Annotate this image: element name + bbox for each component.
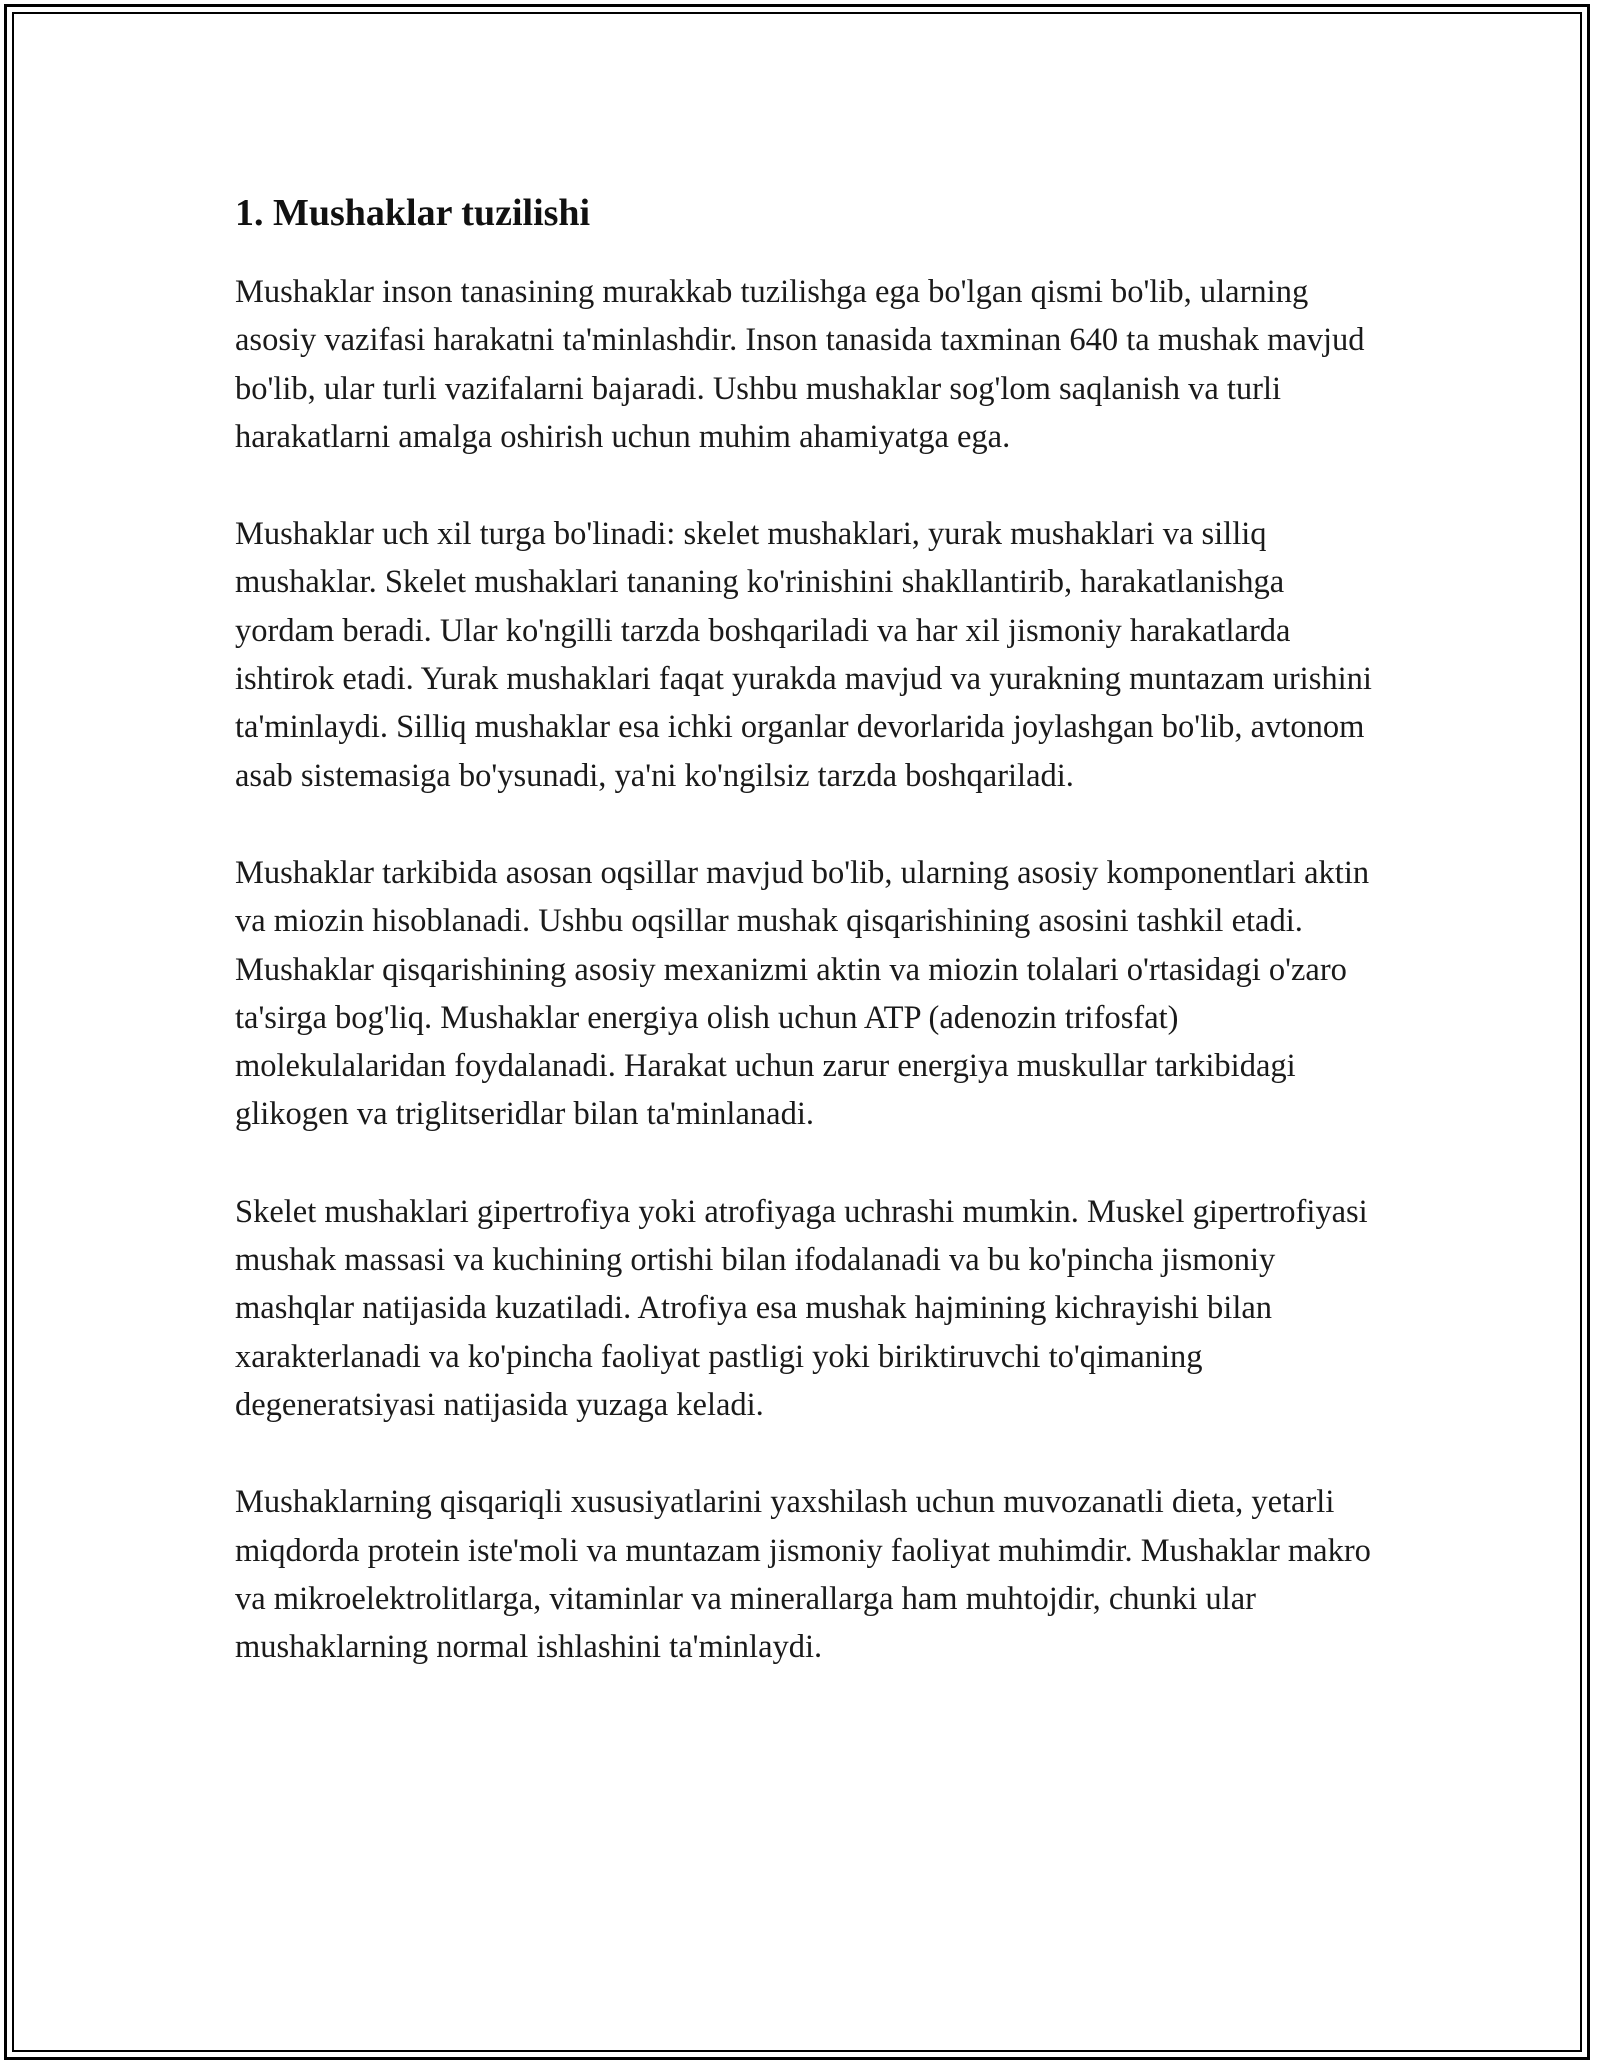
paragraph-proteins: Mushaklar tarkibida asosan oqsillar mavjud bo'lib, ularning asosiy komponentlari aktin va miozin hisoblanadi. Ushbu oqsillar mushak qisqarishining asosini tashkil etadi. Mushaklar qisqarishining asosiy mexanizmi aktin va miozin tolalari o'rtasidagi o'zaro ta'sirga bog'liq. Mushaklar energiya olish uchun ATP (adenozin trifosfat) molekulalaridan foydalanadi. Harakat uchun zarur energiya muskullar tarkibidagi glikogen va triglitseridlar bilan ta'minlanadi. <box>235 854 1370 1133</box>
paragraph-hypertrophy: Skelet mushaklari gipertrofiya yoki atrofiyaga uchrashi mumkin. Muskel gipertrofiyasi mushak massasi va kuchining ortishi bilan ifodalanadi va bu ko'pincha jismoniy mashqlar natijasida kuzatiladi. Atrofiya esa mushak hajmining kichrayishi bilan xarakterlanadi va ko'pincha faoliyat pastligi yoki biriktiruvchi to'qimaning degeneratsiyasi natijasida yuzaga keladi. <box>235 1193 1368 1423</box>
document-body <box>235 185 1375 1720</box>
paragraph-muscle-types: Mushaklar uch xil turga bo'linadi: skelet mushaklari, yurak mushaklari va silliq mushaklar. Skelet mushaklari tananing ko'rinishini shakllantirib, harakatlanishga yordam beradi. Ular ko'ngilli tarzda boshqariladi va har xil jismoniy harakatlarda ishtirok etadi. Yurak mushaklari faqat yurakda mavjud va yurakning muntazam urishini ta'minlaydi. Silliq mushaklar esa ichki organlar devorlarida joylashgan bo'lib, avtonom asab sistemasiga bo'ysunadi, ya'ni ko'ngilsiz tarzda boshqariladi. <box>235 516 1372 794</box>
section-title: 1. Mushaklar tuzilishi <box>235 192 591 234</box>
paragraph-nutrition: Mushaklarning qisqariqli xususiyatlarini yaxshilash uchun muvozanatli dieta, yetarli miqdorda protein iste'moli va muntazam jismoniy faoliyat muhimdir. Mushaklar makro va mikroelektrolitlarga, vitaminlar va minerallarga ham muhtojdir, chunki ular mushaklarning normal ishlashini ta'minlaydi. <box>235 1484 1371 1666</box>
paragraph-intro: Mushaklar inson tanasining murakkab tuzilishga ega bo'lgan qismi bo'lib, ularning asosiy vazifasi harakatni ta'minlashdir. Inson tanasida taxminan 640 ta mushak mavjud bo'lib, ular turli vazifalarni bajaradi. Ushbu mushaklar sog'lom saqlanish va turli harakatlarni amalga oshirish uchun muhim ahamiyatga ega. <box>235 274 1365 455</box>
